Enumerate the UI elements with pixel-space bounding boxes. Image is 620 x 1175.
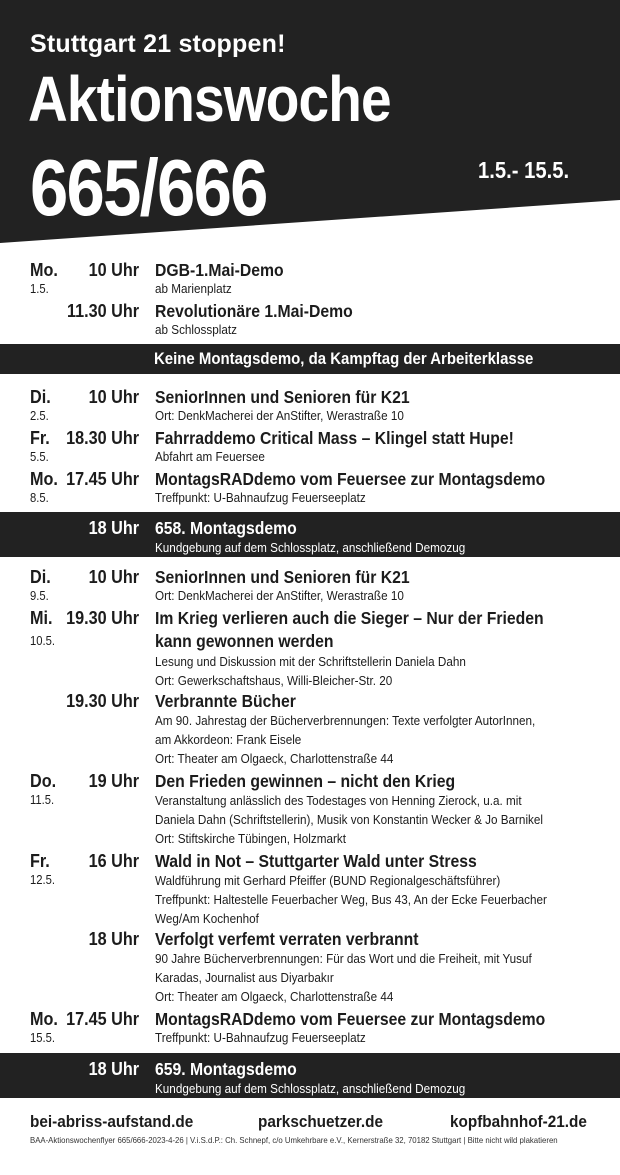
notice-banner-text: Keine Montagsdemo, da Kampftag der Arbeiterklasse [154,349,534,368]
event-desc: Kundgebung auf dem Schlossplatz, anschließend Demozug [155,1081,466,1096]
montagsdemo-block [0,512,620,557]
event-desc: 90 Jahre Bücherverbrennungen: Für das Wort und die Freiheit, mit Yusuf [155,951,532,966]
event-day: Fr. [30,428,50,448]
event-title: 658. Montagsdemo [155,518,297,538]
header [0,0,620,246]
event-date: 12.5. [30,873,56,887]
notice-banner [0,344,620,374]
event-time: 16 Uhr [88,851,139,871]
event-desc: Lesung und Diskussion mit der Schriftstellerin Daniela Dahn [155,654,466,669]
header-title: Aktionswoche [28,63,391,135]
event-date: 5.5. [30,450,49,464]
event-day: Mi. [30,608,53,628]
event-title: Im Krieg verlieren auch die Sieger – Nur der Frieden [155,608,544,628]
header-kicker: Stuttgart 21 stoppen! [30,30,286,58]
event-desc: Veranstaltung anlässlich des Todestages von Henning Zierock, u.a. mit [155,793,522,808]
event-desc: Treffpunkt: U-Bahnaufzug Feuerseeplatz [155,490,366,505]
event-title: Fahrraddemo Critical Mass – Klingel statt Hupe! [155,428,514,448]
event-desc: Treffpunkt: U-Bahnaufzug Feuerseeplatz [155,1030,366,1045]
event-time: 17.45 Uhr [66,1009,139,1029]
event-desc: Karadas, Journalist aus Diyarbakır [155,970,334,985]
event-time: 10 Uhr [88,387,139,407]
event-time: 18 Uhr [88,929,139,949]
event-time: 18.30 Uhr [66,428,139,448]
event-date: 1.5. [30,282,49,296]
event-desc: Daniela Dahn (Schriftstellerin), Musik von Konstantin Wecker & Jo Barnikel [155,812,543,827]
event-desc: Ort: Theater am Olgaeck, Charlottenstraße 44 [155,989,394,1004]
event-time: 10 Uhr [88,260,139,280]
footer-imprint: BAA-Aktionswochenflyer 665/666-2023-4-26 | V.i.S.d.P.: Ch. Schnepf, c/o Umkehrbare e.V., Kernerstraße 32, 70182 Stuttgart | Bitte nicht wild plakatieren [30,1135,558,1145]
event-desc: Ort: Theater am Olgaeck, Charlottenstraße 44 [155,751,394,766]
footer-link[interactable]: parkschuetzer.de [258,1112,384,1131]
event-title: MontagsRADdemo vom Feuersee zur Montagsdemo [155,1009,546,1029]
event-date: 9.5. [30,589,49,603]
event-date: 11.5. [30,793,55,807]
event-title: SeniorInnen und Senioren für K21 [155,387,410,407]
event-desc: Ort: DenkMacherei der AnStifter, Werastraße 10 [155,588,404,603]
event-time: 19.30 Uhr [66,691,139,711]
event-time: 10 Uhr [88,567,139,587]
event-title: SeniorInnen und Senioren für K21 [155,567,410,587]
event-desc: ab Marienplatz [155,281,232,296]
header-number: 665/666 [30,143,267,232]
event-desc: ab Schlossplatz [155,322,237,337]
event-day: Mo. [30,260,58,280]
event-time: 19 Uhr [88,771,139,791]
event-title: MontagsRADdemo vom Feuersee zur Montagsdemo [155,469,546,489]
event-desc: Kundgebung auf dem Schlossplatz, anschließend Demozug [155,540,466,555]
event-day: Mo. [30,469,58,489]
event-title: Verbrannte Bücher [155,691,296,711]
event-title: Verfolgt verfemt verraten verbrannt [155,929,419,949]
event-desc: Am 90. Jahrestag der Bücherverbrennungen: Texte verfolgter AutorInnen, [155,713,536,728]
event-date: 8.5. [30,491,49,505]
footer-link[interactable]: bei-abriss-aufstand.de [30,1112,194,1131]
event-title: DGB-1.Mai-Demo [155,260,284,280]
event-desc: am Akkordeon: Frank Eisele [155,732,302,747]
event-desc: Waldführung mit Gerhard Pfeiffer (BUND Regionalgeschäftsführer) [155,873,501,888]
event-title: Revolutionäre 1.Mai-Demo [155,301,353,321]
montagsdemo-block [0,1053,620,1098]
footer-link[interactable]: kopfbahnhof-21.de [450,1112,587,1131]
event-date: 15.5. [30,1031,56,1045]
event-desc: Ort: Stiftskirche Tübingen, Holzmarkt [155,831,346,846]
event-entry [0,260,620,302]
event-day: Di. [30,387,51,407]
event-desc: Ort: DenkMacherei der AnStifter, Werastraße 10 [155,408,404,423]
event-day: Di. [30,567,51,587]
event-desc: Treffpunkt: Haltestelle Feuerbacher Weg, Bus 43, An der Ecke Feuerbacher [155,892,547,907]
footer-links [0,1112,620,1136]
event-title: Wald in Not – Stuttgarter Wald unter Stress [155,851,477,871]
event-time: 11.30 Uhr [66,301,139,321]
event-date: 2.5. [30,409,49,423]
event-day: Fr. [30,851,50,871]
event-date: 10.5. [30,634,56,648]
event-time: 19.30 Uhr [66,608,139,628]
event-title: 659. Montagsdemo [155,1059,297,1079]
event-desc: Ort: Gewerkschaftshaus, Willi-Bleicher-Str. 20 [155,673,393,688]
event-entry [0,301,620,343]
event-title: Den Frieden gewinnen – nicht den Krieg [155,771,456,791]
event-title-line2: kann gewonnen werden [155,631,334,651]
event-day: Mo. [30,1009,58,1029]
event-day: Do. [30,771,57,791]
event-desc: Abfahrt am Feuersee [155,449,265,464]
event-time: 17.45 Uhr [66,469,139,489]
event-desc: Weg/Am Kochenhof [155,911,259,926]
event-time: 18 Uhr [88,1059,139,1079]
header-dates: 1.5.- 15.5. [478,157,570,183]
event-time: 18 Uhr [88,518,139,538]
